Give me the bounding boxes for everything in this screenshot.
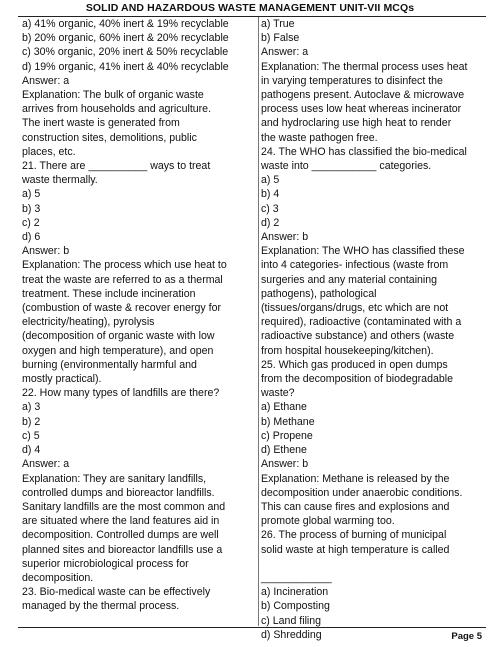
text-line: a) 5 (261, 174, 280, 187)
text-line: Answer: b (22, 245, 70, 258)
text-line: Explanation: The process which use heat to (22, 259, 227, 272)
page-header-title: SOLID AND HAZARDOUS WASTE MANAGEMENT UNIT-VII MCQs (85, 2, 415, 14)
text-line: a) Incineration (261, 586, 329, 599)
text-line: d) 19% organic, 41% inert & 40% recyclable (22, 60, 229, 73)
text-line: controlled dumps and bioreactor landfills. (22, 486, 215, 499)
text-line: Answer: a (22, 458, 70, 471)
text-line: a) 3 (22, 401, 41, 414)
text-line: electricity/heating), pyrolysis (22, 316, 155, 329)
text-line: treat the waste are referred to as a thermal (22, 273, 223, 286)
text-line: Explanation: The WHO has classified these (261, 245, 465, 258)
text-line: b) 4 (261, 188, 280, 201)
text-line: a) True (261, 18, 295, 30)
text-line: b) 3 (22, 202, 41, 215)
text-line: a) 5 (22, 188, 41, 201)
text-line: 26. The process of burning of municipal (261, 529, 447, 542)
text-line: pathogens), pathological (261, 287, 377, 300)
text-line: pathogens present. Autoclave & microwave (261, 89, 465, 102)
text-line: treatment. These include incineration (22, 287, 196, 300)
text-line: b) Methane (261, 415, 315, 428)
text-line: decomposition under anaerobic conditions. (261, 486, 463, 499)
text-line: surgeries and any material containing (261, 273, 438, 286)
text-line: from the decomposition of biodegradable (261, 373, 453, 386)
text-line: mostly practical). (22, 373, 102, 386)
text-line: required), radioactive (contaminated with a (261, 316, 462, 329)
text-line: Answer: b (261, 231, 309, 244)
text-line: b) 2 (22, 415, 41, 428)
page-number: Page 5 (451, 631, 482, 642)
text-line: waste into ___________ categories. (261, 160, 432, 173)
text-line: b) 20% organic, 60% inert & 20% recyclable (22, 32, 229, 45)
text-line: b) Composting (261, 600, 330, 613)
text-line: 22. How many types of landfills are there? (22, 387, 220, 400)
text-line: d) 2 (261, 216, 280, 229)
text-line: decomposition. (22, 571, 94, 584)
text-line: Answer: a (22, 74, 70, 87)
text-line: promote global warming too. (261, 515, 395, 528)
text-line: (combustion of waste & recover energy for (22, 302, 222, 315)
text-line: c) 30% organic, 20% inert & 50% recyclable (22, 46, 229, 59)
text-line (261, 557, 500, 571)
text-line: c) Land filing (261, 614, 322, 627)
text-line: and hydroclaring use high heat to render (261, 117, 452, 130)
text-line: c) 3 (261, 202, 279, 215)
text-line: a) 41% organic, 40% inert & 19% recyclable (22, 18, 229, 30)
text-line: in varying temperatures to disinfect the (261, 74, 443, 87)
text-line: b) False (261, 32, 300, 45)
text-line: are situated where the land features aid in (22, 515, 220, 528)
text-line: waste thermally. (22, 174, 98, 187)
text-line: managed by the thermal process. (22, 600, 180, 613)
text-line: d) Shredding (261, 628, 322, 641)
text-line: solid waste at high temperature is called (261, 543, 450, 556)
text-line: 21. There are __________ ways to treat (22, 160, 211, 173)
text-line: 23. Bio-medical waste can be effectively (22, 586, 211, 599)
text-line: Explanation: The thermal process uses heat (261, 60, 468, 73)
text-line: burning (environmentally harmful and (22, 358, 197, 371)
text-line: a) Ethane (261, 401, 307, 414)
text-line: ____________ (261, 571, 332, 584)
text-line: waste? (261, 387, 295, 400)
text-line: d) 6 (22, 231, 41, 244)
text-line: c) Propene (261, 429, 313, 442)
text-line: into 4 categories- infectious (waste from (261, 259, 449, 272)
text-line: Answer: b (261, 458, 309, 471)
text-line: the waste pathogen free. (261, 131, 378, 144)
text-line: c) 5 (22, 429, 40, 442)
text-line: process uses low heat whereas incinerator (261, 103, 462, 116)
text-line: superior microbiological process for (22, 557, 189, 570)
right-column (261, 17, 500, 642)
text-line: planned sites and bioreactor landfills use a (22, 543, 223, 556)
text-line: decomposition. Controlled dumps are well (22, 529, 219, 542)
text-line: radioactive substance) and others (waste (261, 330, 455, 343)
text-line: places, etc. (22, 145, 76, 158)
text-line: 25. Which gas produced in open dumps (261, 358, 448, 371)
text-line: construction sites, demolitions, public (22, 131, 197, 144)
text-line: The inert waste is generated from (22, 117, 180, 130)
text-line: Explanation: Methane is released by the (261, 472, 450, 485)
column-divider (258, 17, 259, 626)
text-line: Explanation: They are sanitary landfills, (22, 472, 207, 485)
text-line: This can cause fires and explosions and (261, 500, 450, 513)
text-line: from hospital housekeeping/kitchen). (261, 344, 434, 357)
text-line: oxygen and high temperature), and open (22, 344, 214, 357)
text-line: 24. The WHO has classified the bio-medical (261, 145, 467, 158)
text-line: Sanitary landfills are the most common and (22, 500, 226, 513)
text-line: arrives from households and agriculture. (22, 103, 212, 116)
text-line: c) 2 (22, 216, 40, 229)
text-line: (tissues/organs/drugs, etc which are not (261, 302, 449, 315)
text-line: d) Ethene (261, 444, 307, 457)
text-line: d) 4 (22, 444, 41, 457)
text-line: Explanation: The bulk of organic waste (22, 89, 204, 102)
left-column (22, 17, 258, 614)
text-line: (decomposition of organic waste with low (22, 330, 215, 343)
text-line: Answer: a (261, 46, 309, 59)
